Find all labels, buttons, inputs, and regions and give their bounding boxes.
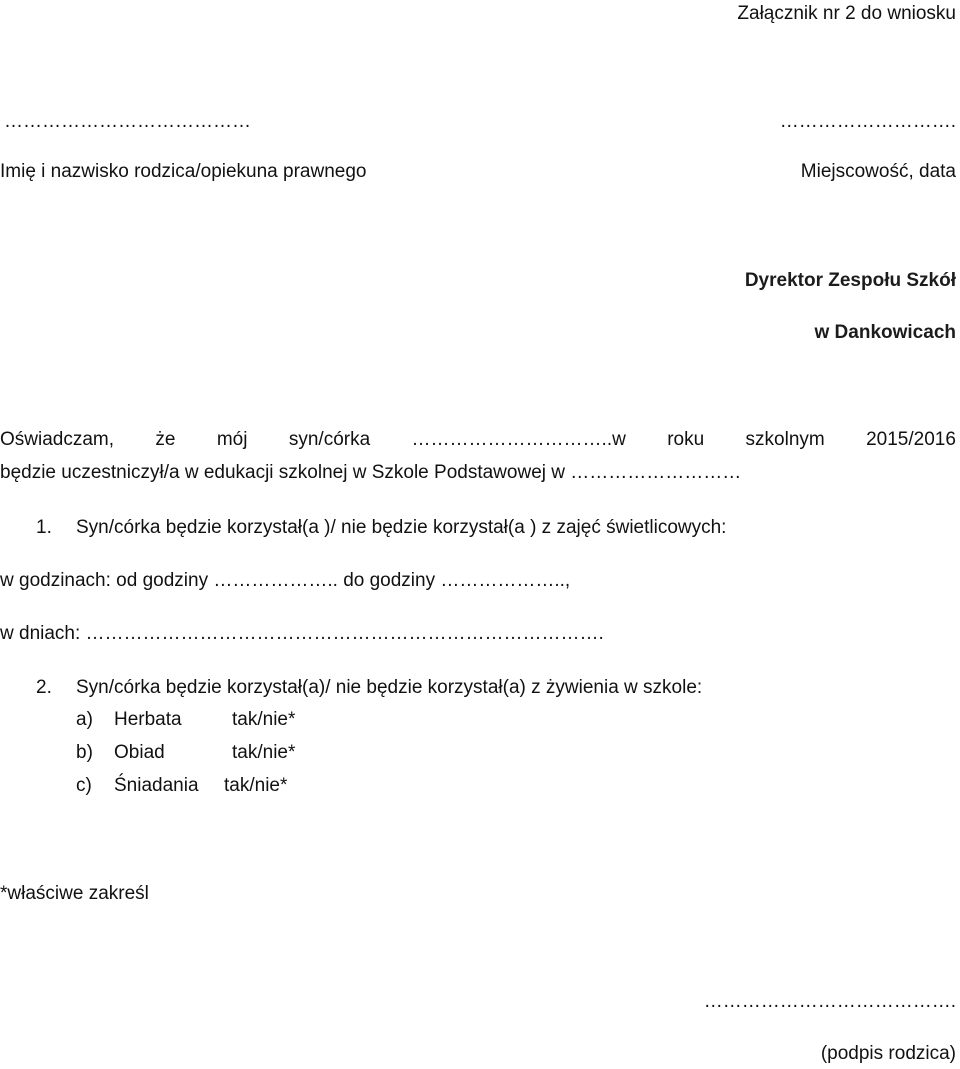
option-meal: Herbata [114, 709, 182, 730]
option-letter: c) [76, 775, 92, 796]
footnote: *właściwe zakreśl [0, 883, 149, 904]
parent-name-label: Imię i nazwisko rodzica/opiekuna prawnego [0, 161, 367, 182]
place-date-label: Miejscowość, data [800, 161, 956, 182]
declaration-word: że [155, 429, 176, 450]
declaration-word: syn/córka [288, 429, 371, 450]
signature-dots: …………………………………. [703, 991, 956, 1012]
attachment-label: Załącznik nr 2 do wniosku [737, 3, 956, 24]
declaration-word: roku [667, 429, 705, 450]
declaration-word: szkolnym [745, 429, 825, 450]
option-meal: Obiad [114, 742, 165, 763]
addressee-line-2: w Dankowicach [814, 322, 956, 343]
declaration-line-2: będzie uczestniczył/a w edukacji szkolnej w Szkole Podstawowej w ……………………… [0, 462, 742, 483]
option-letter: a) [76, 709, 93, 730]
child-name-blank: …………………………..w [411, 429, 626, 450]
addressee-line-1: Dyrektor Zespołu Szkół [744, 270, 956, 291]
option-choice: tak/nie* [232, 709, 296, 730]
signature-label: (podpis rodzica) [820, 1043, 956, 1064]
point-1-number: 1. [36, 517, 52, 538]
school-year: 2015/2016 [866, 429, 956, 450]
option-letter: b) [76, 742, 93, 763]
place-date-dots: ………………………. [779, 111, 956, 132]
point-1-hours: w godzinach: od godziny ……………….. do godziny ……………….., [0, 570, 571, 591]
option-meal: Śniadania [114, 775, 199, 796]
parent-name-dots: ………………………………… [4, 111, 251, 132]
point-2-text: Syn/córka będzie korzystał(a)/ nie będzie korzystał(a) z żywienia w szkole: [76, 677, 703, 698]
declaration-word: mój [216, 429, 248, 450]
declaration-line-1 [0, 430, 956, 449]
point-2-number: 2. [36, 677, 52, 698]
option-choice: tak/nie* [232, 742, 296, 763]
declaration-word: Oświadczam, [0, 429, 115, 450]
point-1-days: w dniach: ………………………………………………………………………. [0, 623, 604, 644]
point-1-text: Syn/córka będzie korzystał(a )/ nie będzie korzystał(a ) z zajęć świetlicowych: [76, 517, 727, 538]
option-choice: tak/nie* [224, 775, 288, 796]
